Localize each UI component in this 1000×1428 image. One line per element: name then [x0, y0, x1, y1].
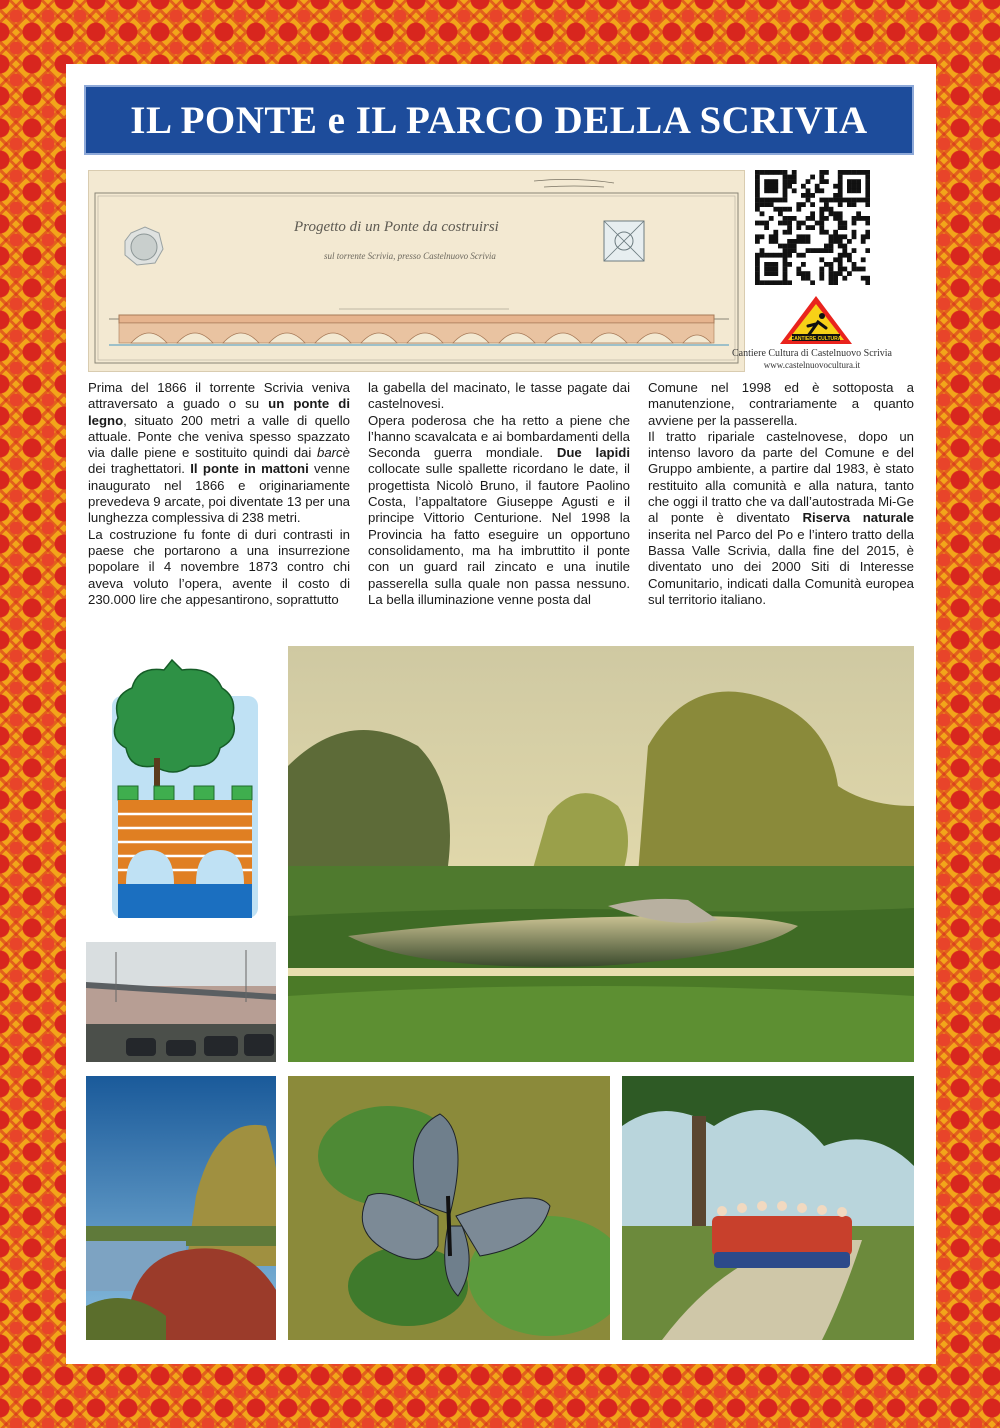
river-park-landscape-photo [288, 646, 914, 1062]
qr-code [755, 170, 870, 285]
group-photo [622, 1076, 914, 1340]
title-banner [84, 85, 914, 155]
organization-url: www.castelnuovocultura.it [763, 360, 861, 370]
drawing-caption-sub: sul torrente Scrivia, presso Castelnuovo Scrivia [324, 251, 496, 261]
text-column-2 [368, 380, 630, 608]
text-column-1 [88, 380, 350, 608]
cantiere-cultura-logo [778, 294, 854, 346]
town-coat-of-arms [108, 658, 260, 920]
butterfly-photo [288, 1076, 610, 1340]
autumn-river-photo [86, 1076, 276, 1340]
column2-paragraph-2: Opera poderosa che ha retto a piene che l’hanno scavalcata e ai bombardamenti della Seconda guerra mondiale. Due lapidi collocate sulle spallette ricordano le date, il progettista Nicolò Bruno, il fautore Paolino Costa, l’appaltatore Giuseppe Agusti e il principe Vittorio Centurione. Nel 1998 la Provincia ha fatto eseguire un opportuno consolidamento, ma ha imbruttito il ponte con un guard rail zincato e una inutile passerella sulla quale non passa nessuno. La bella illuminazione venne posta dal [368, 412, 630, 607]
text-column-3 [648, 380, 914, 608]
column1-paragraph-1: Prima del 1866 il torrente Scrivia veniva attraversato a guado o su un ponte di legno, situato 200 metri a valle di quello attuale. Ponte che veniva spesso spazzato via dalle piene e sostituito quindi dai barcè dei traghettatori. Il ponte in mattoni venne inaugurato nel 1866 e originariamente prevedeva 9 arcate, poi diventate 13 per una lunghezza complessiva di 238 metri. [88, 380, 350, 526]
bridge-project-drawing [88, 170, 745, 372]
column3-paragraph-2: Il tratto ripariale castelnovese, dopo un intenso lavoro da parte del Comune e del Gruppo ambiente, a partire dal 1983, è stato restituito alla comunità e alla natura, tanto che oggi il tratto che va dall’autostrada Mi-Ge al ponte è diventato Riserva naturale inserita nel Parco del Po e l’intero tratto della Bassa Valle Scrivia, dalla fine del 2015, è diventato uno dei 2000 Siti di Interesse Comunitario, indicati dalla Comunità europea sul territorio italiano. [648, 428, 914, 607]
column2-paragraph-1: la gabella del macinato, le tasse pagate dai castelnovesi. [368, 380, 630, 412]
logo-sign-text: CANTIERE CULTURA [790, 336, 842, 342]
organization-name: Cantiere Cultura di Castelnuovo Scrivia [732, 348, 892, 359]
drawing-caption-main: Progetto di un Ponte da costruirsi [294, 219, 499, 235]
bridge-photo [86, 942, 276, 1062]
page-title: IL PONTE e IL PARCO DELLA SCRIVIA [130, 98, 868, 142]
column3-paragraph-1: Comune nel 1998 ed è sottoposta a manutenzione, contrariamente a quanto avviene per la passerella. [648, 380, 914, 428]
column1-paragraph-2: La costruzione fu fonte di duri contrasti in paese che portarono a una insurrezione popolare il 4 novembre 1873 contro chi aveva voluto l’opera, avente il costo di 230.000 lire che appesantirono, soprattutto [88, 526, 350, 607]
